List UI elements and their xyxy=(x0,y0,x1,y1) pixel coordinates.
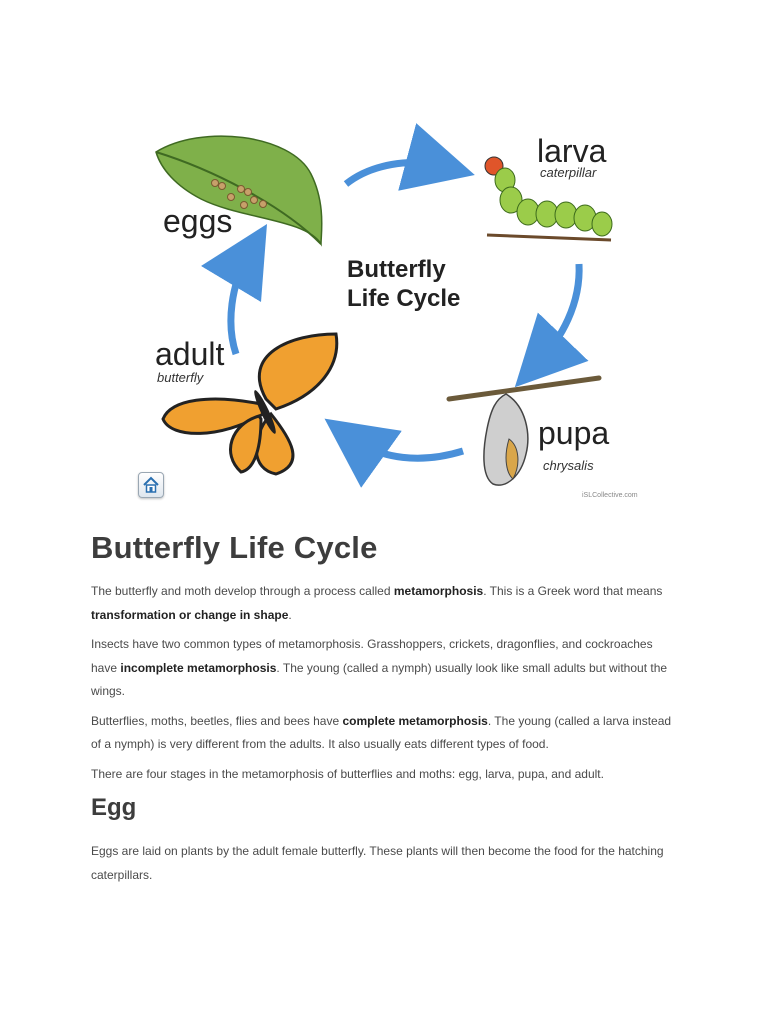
label-pupa: pupa xyxy=(538,415,610,451)
label-butterfly: butterfly xyxy=(157,370,204,385)
watermark: iSLCollective.com xyxy=(582,492,638,499)
paragraph-metamorphosis-intro: The butterfly and moth develop through a process called metamorphosis. This is a Greek word that means transformation or change in shape. xyxy=(91,584,663,622)
label-eggs: eggs xyxy=(163,203,233,239)
center-title-line2: Life Cycle xyxy=(347,285,461,312)
label-caterpillar: caterpillar xyxy=(540,165,597,180)
center-title-line1: Butterfly xyxy=(347,256,446,283)
arrow-pupa-to-adult xyxy=(353,439,463,458)
label-chrysalis: chrysalis xyxy=(543,458,594,473)
paragraph-incomplete-metamorphosis: Insects have two common types of metamorphosis. Grasshoppers, crickets, dragonflies, and cockroaches have incomplete metamorphosis. The young (called a nymph) usually look like small adults but without the wings. xyxy=(91,637,668,698)
section-title-egg: Egg xyxy=(91,794,137,821)
page-title: Butterfly Life Cycle xyxy=(91,530,378,565)
paragraph-four-stages: There are four stages in the metamorphosis of butterflies and moths: egg, larva, pupa, and adult. xyxy=(91,766,604,781)
home-icon xyxy=(142,476,160,494)
label-larva: larva xyxy=(537,133,607,169)
paragraph-egg: Eggs are laid on plants by the adult female butterfly. These plants will then become the food for the hatching caterpillars. xyxy=(91,844,664,882)
arrow-adult-to-eggs xyxy=(231,254,249,354)
article xyxy=(91,524,681,893)
arrow-eggs-to-larva xyxy=(346,163,441,184)
life-cycle-diagram xyxy=(91,94,678,522)
paragraph-complete-metamorphosis: Butterflies, moths, beetles, flies and bees have complete metamorphosis. The young (called a larva instead of a nymph) is very different from the adults. It also usually eats different types of food. xyxy=(91,713,672,751)
label-adult: adult xyxy=(155,336,225,372)
home-button[interactable] xyxy=(138,472,164,498)
life-cycle-figure xyxy=(91,94,678,522)
arrow-larva-to-pupa xyxy=(539,264,579,362)
